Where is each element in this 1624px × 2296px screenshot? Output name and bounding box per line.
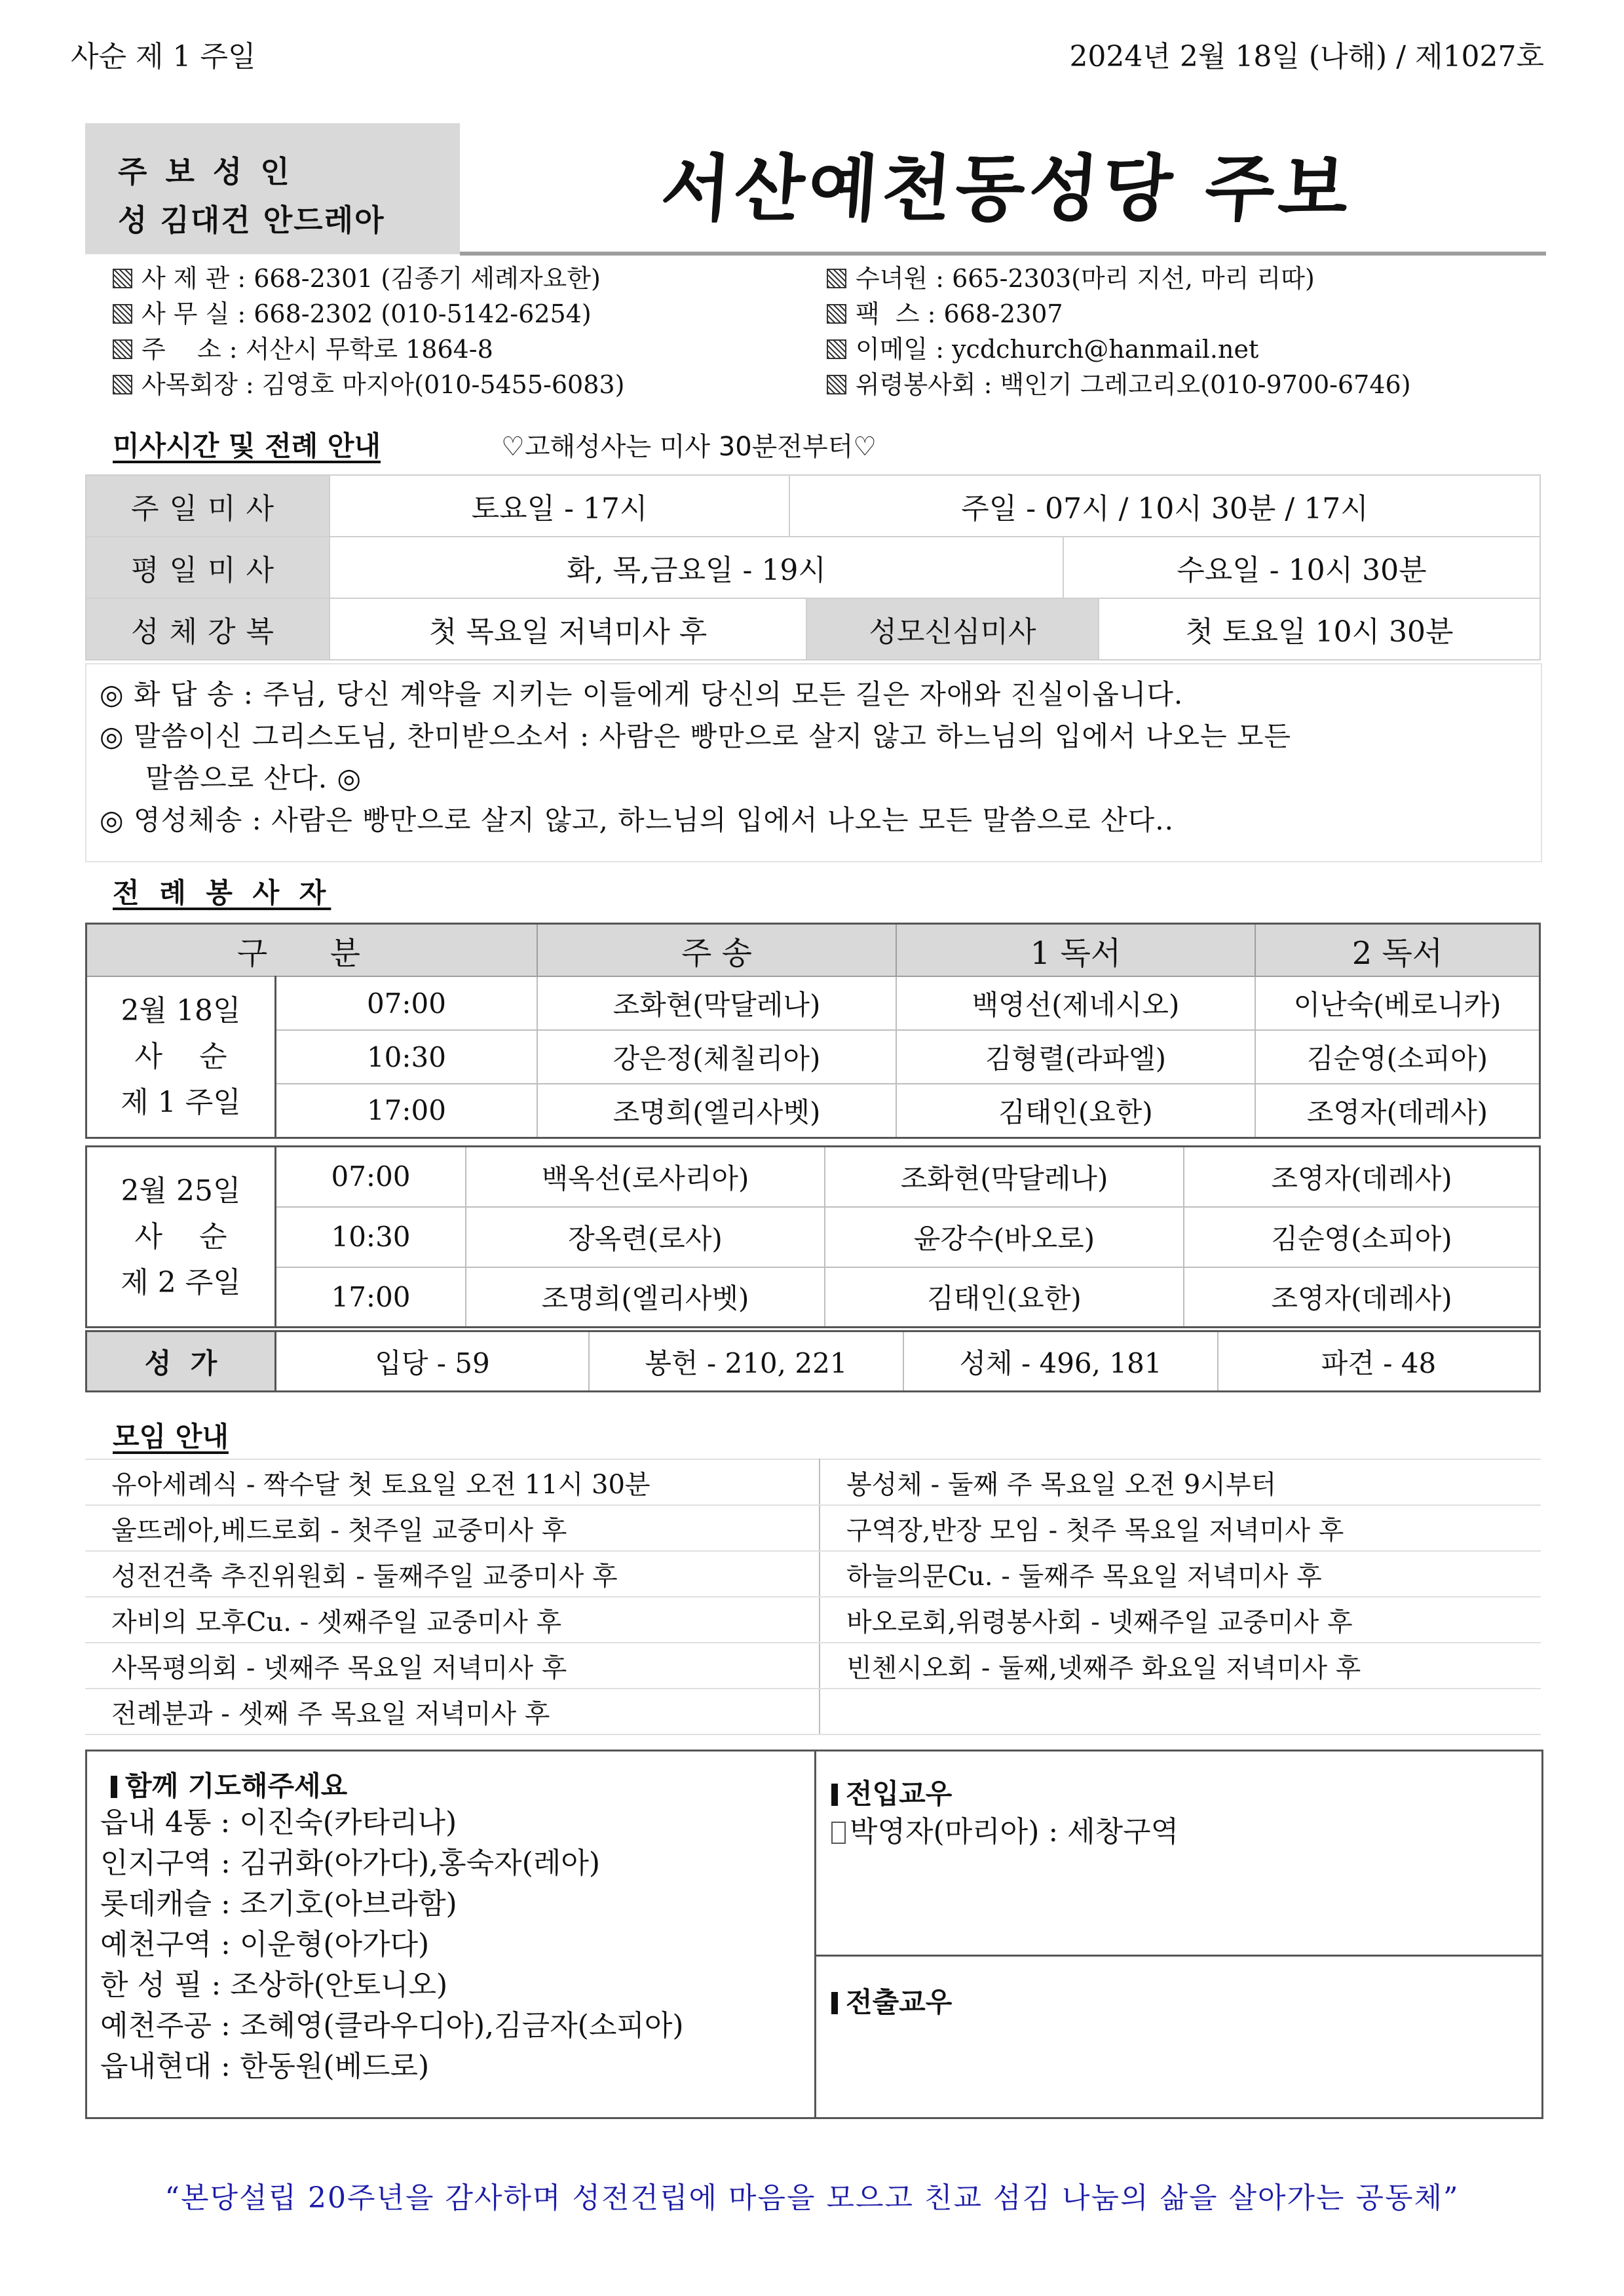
parish-motto: “본당설립 20주년을 감사하며 성전건립에 마음을 모으고 친교 섬김 나눔의 삶을 살아가는 공동체” (164, 2181, 1460, 2215)
contact-item: 사 무 실 : 668-2302 (010-5142-6254) (113, 296, 624, 332)
table-row (86, 1030, 1540, 1084)
meeting-item: 울뜨레아,베드로회 - 첫주일 교중미사 후 (85, 1505, 820, 1551)
table-cell: 첫 토요일 10시 30분 (1099, 598, 1540, 660)
col-header: 2 독서 (1255, 924, 1540, 977)
week-date: 2월 25일 사 순 제 2 주일 (86, 1147, 276, 1328)
mass-time: 07:00 (276, 1147, 466, 1207)
hymn-offertory: 봉헌 - 210, 221 (589, 1331, 903, 1392)
cantor: 조명희(엘리사벳) (537, 1084, 896, 1138)
communion-antiphon: ◎ 영성체송 : 사람은 빵만으로 살지 않고, 하느님의 입에서 나오는 모든 말씀으로 산다.. (100, 804, 1174, 836)
meetings-table (85, 1459, 1541, 1735)
servers-table-week2 (85, 1145, 1541, 1328)
col-header: 주 송 (537, 924, 896, 977)
title-rule (460, 252, 1546, 256)
cantor: 백옥선(로사리아) (466, 1147, 825, 1207)
list-item: 읍내현대 : 한동원(베드로) (100, 2050, 430, 2083)
mass-time: 10:30 (276, 1030, 537, 1084)
meetings-heading: 모임 안내 (113, 1421, 229, 1453)
cantor: 조명희(엘리사벳) (466, 1267, 825, 1328)
liturgical-week: 사순 제 1 주일 (71, 40, 256, 73)
reader-2: 이난숙(베로니카) (1255, 976, 1540, 1030)
checkbox-icon (827, 339, 846, 359)
psalm-box (85, 663, 1542, 862)
table-cell: 수요일 - 10시 30분 (1063, 537, 1540, 598)
divider (814, 1751, 816, 2117)
contact-item: 팩 스 : 668-2307 (827, 296, 1411, 332)
gospel-acclamation: ◎ 말씀이신 그리스도님, 찬미받으소서 : 사람은 빵만으로 살지 않고 하느님의 입에서 나오는 모든 (100, 720, 1292, 752)
table-cell: 화, 목,금요일 - 19시 (330, 537, 1063, 598)
col-header: 1 독서 (896, 924, 1255, 977)
meeting-item: 사목평의회 - 넷째주 목요일 저녁미사 후 (85, 1643, 820, 1689)
prayer-list (100, 1803, 684, 2087)
bullet-bar-icon (111, 1776, 117, 1798)
checkbox-icon (827, 269, 846, 288)
table-row (86, 598, 1540, 660)
table-row (86, 475, 1540, 537)
list-item: 인지구역 : 김귀화(아가다),홍숙자(레아) (100, 1846, 601, 1880)
patron-label: 주 보 성 인 (118, 154, 293, 189)
table-row (85, 1551, 1541, 1597)
checkbox-icon (827, 375, 846, 394)
checkbox-icon (827, 304, 846, 324)
servers-heading: 전 례 봉 사 자 (113, 877, 331, 909)
reader-1: 김형렬(라파엘) (896, 1030, 1255, 1084)
placeholder-glyph-icon (831, 1822, 846, 1844)
bullet-bar-icon (831, 1784, 838, 1806)
mass-heading: 미사시간 및 전례 안내 (113, 430, 381, 462)
contact-item: 수녀원 : 665-2303(마리 지선, 마리 리따) (827, 261, 1411, 296)
checkbox-icon (113, 339, 132, 359)
adoration-table (85, 598, 1541, 660)
cantor: 조화현(막달레나) (537, 976, 896, 1030)
week-date: 2월 18일 사 순 제 1 주일 (86, 976, 276, 1138)
hymn-recessional: 파견 - 48 (1218, 1331, 1540, 1392)
table-row (85, 1505, 1541, 1551)
table-header-row (86, 924, 1540, 977)
row-label: 성체강복 (86, 598, 330, 660)
reader-1: 김태인(요한) (896, 1084, 1255, 1138)
patron-saint-box (85, 123, 460, 254)
table-cell: 주일 - 07시 / 10시 30분 / 17시 (789, 475, 1540, 537)
contact-item: 사 제 관 : 668-2301 (김종기 세례자요한) (113, 261, 624, 296)
meeting-item: 빈첸시오회 - 둘째,넷째주 화요일 저녁미사 후 (820, 1643, 1541, 1689)
gospel-acclamation-cont: 말씀으로 산다. ◎ (145, 762, 362, 794)
reader-2: 조영자(데레사) (1255, 1084, 1540, 1138)
prayer-box (85, 1750, 1543, 2119)
mass-time: 07:00 (276, 976, 537, 1030)
divider (814, 1955, 1541, 1957)
reader-1: 김태인(요한) (825, 1267, 1184, 1328)
list-item: 예천주공 : 조혜영(클라우디아),김금자(소피아) (100, 2009, 684, 2042)
col-header: 구 분 (86, 924, 537, 977)
table-cell: 성모신심미사 (806, 598, 1099, 660)
hymn-communion: 성체 - 496, 181 (903, 1331, 1218, 1392)
hymn-entrance: 입당 - 59 (276, 1331, 590, 1392)
responsorial-psalm: ◎ 화 답 송 : 주님, 당신 계약을 지키는 이들에게 당신의 모든 길은 자애와 진실이옵니다. (100, 678, 1184, 710)
issue-date: 2024년 2월 18일 (나해) / 제1027호 (1069, 40, 1544, 73)
confession-note: ♡고해성사는 미사 30분전부터♡ (501, 432, 877, 462)
transfer-in-heading: 전입교우 (831, 1772, 952, 1812)
row-label: 주일미사 (86, 475, 330, 537)
prayer-heading: 함께 기도해주세요 (111, 1765, 347, 1804)
checkbox-icon (113, 269, 132, 288)
reader-1: 윤강수(바오로) (825, 1207, 1184, 1267)
mass-time: 17:00 (276, 1084, 537, 1138)
contact-item: 위령봉사회 : 백인기 그레고리오(010-9700-6746) (827, 367, 1411, 402)
meeting-item: 바오로회,위령봉사회 - 넷째주일 교중미사 후 (820, 1597, 1541, 1643)
table-row (86, 1207, 1540, 1267)
reader-2: 김순영(소피아) (1184, 1207, 1540, 1267)
mass-time: 17:00 (276, 1267, 466, 1328)
meeting-item: 봉성체 - 둘째 주 목요일 오전 9시부터 (820, 1459, 1541, 1505)
bullet-bar-icon (831, 1992, 838, 2014)
cantor: 장옥련(로사) (466, 1207, 825, 1267)
meeting-item (820, 1689, 1541, 1734)
reader-2: 조영자(데레사) (1184, 1147, 1540, 1207)
row-label: 평일미사 (86, 537, 330, 598)
checkbox-icon (113, 304, 132, 324)
meeting-item: 유아세례식 - 짝수달 첫 토요일 오전 11시 30분 (85, 1459, 820, 1505)
list-item: 읍내 4통 : 이진숙(카타리나) (100, 1806, 457, 1839)
reader-2: 조영자(데레사) (1184, 1267, 1540, 1328)
contacts-left (113, 261, 624, 402)
mass-schedule-table (85, 474, 1541, 599)
list-item: 예천구역 : 이운형(아가다) (100, 1928, 430, 1961)
meeting-item: 성전건축 추진위원회 - 둘째주일 교중미사 후 (85, 1551, 820, 1597)
meeting-item: 구역장,반장 모임 - 첫주 목요일 저녁미사 후 (820, 1505, 1541, 1551)
table-row (86, 976, 1540, 1030)
meeting-item: 자비의 모후Cu. - 셋째주일 교중미사 후 (85, 1597, 820, 1643)
contacts-right (827, 261, 1411, 402)
servers-table-week1 (85, 923, 1541, 1139)
table-row (85, 1459, 1541, 1505)
meeting-item: 전례분과 - 셋째 주 목요일 저녁미사 후 (85, 1689, 820, 1734)
table-cell: 첫 목요일 저녁미사 후 (330, 598, 806, 660)
reader-1: 백영선(제네시오) (896, 976, 1255, 1030)
bulletin-title: 서산예천동성당 주보 (658, 147, 1355, 231)
contact-item: 주 소 : 서산시 무학로 1864-8 (113, 332, 624, 367)
list-item: 롯데캐슬 : 조기호(아브라함) (100, 1887, 457, 1921)
table-row (85, 1597, 1541, 1643)
hymns-table (85, 1330, 1541, 1392)
table-row (85, 1643, 1541, 1689)
table-row (86, 1084, 1540, 1138)
table-row (86, 1331, 1540, 1392)
table-row (86, 537, 1540, 598)
list-item: 한 성 필 : 조상하(안토니오) (100, 1968, 448, 2002)
checkbox-icon (113, 375, 132, 394)
table-row (86, 1267, 1540, 1328)
transfer-in-item: 박영자(마리아) : 세창구역 (831, 1812, 1179, 1852)
transfer-out-heading: 전출교우 (831, 1981, 952, 2020)
hymns-label: 성 가 (86, 1331, 276, 1392)
meeting-item: 하늘의문Cu. - 둘째주 목요일 저녁미사 후 (820, 1551, 1541, 1597)
table-cell: 토요일 - 17시 (330, 475, 789, 537)
patron-name: 성 김대건 안드레아 (118, 202, 385, 238)
table-row (85, 1689, 1541, 1734)
table-row (86, 1147, 1540, 1207)
reader-2: 김순영(소피아) (1255, 1030, 1540, 1084)
reader-1: 조화현(막달레나) (825, 1147, 1184, 1207)
contact-item: 이메일 : ycdchurch@hanmail.net (827, 332, 1411, 367)
contact-item: 사목회장 : 김영호 마지아(010-5455-6083) (113, 367, 624, 402)
cantor: 강은정(체칠리아) (537, 1030, 896, 1084)
mass-time: 10:30 (276, 1207, 466, 1267)
